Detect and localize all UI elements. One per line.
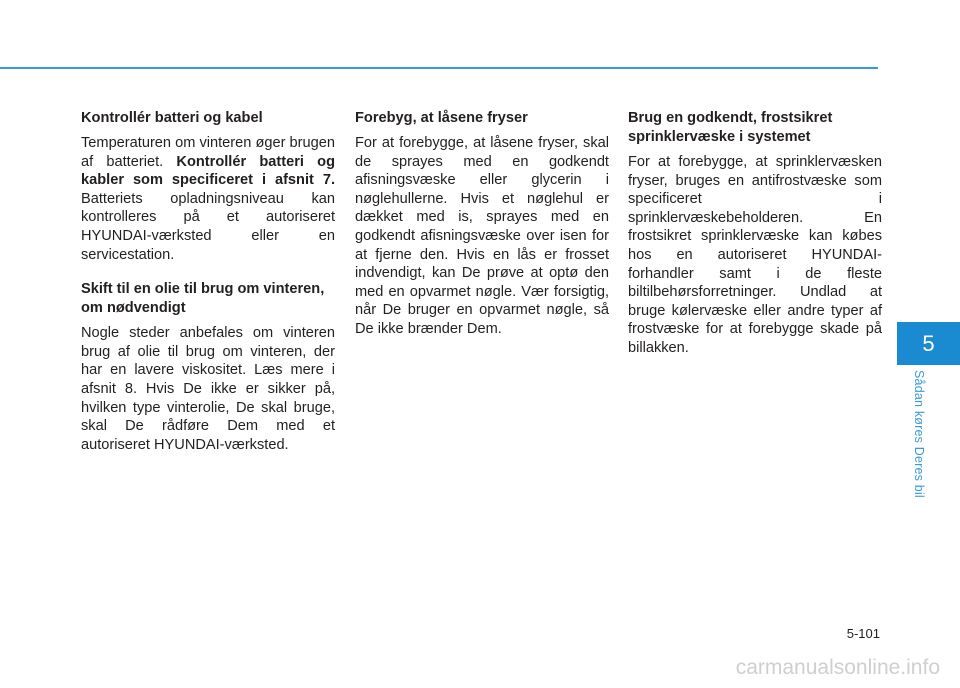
battery-text-1: Temperaturen om vinteren øger brugen af batteriet. bbox=[81, 135, 335, 170]
battery-bold-text: Kontrollér batteri og kabler som specificeret i afsnit 7. bbox=[81, 153, 335, 189]
locks-heading: Forebyg, at låsene fryser bbox=[355, 110, 528, 126]
washer-fluid-paragraph: For at forebygge, at sprinklervæsken fryser, bruges en antifrostvæske som specificeret i sprinklervæskebeholderen. En frostsikret sprinklervæske kan købes hos en autoriseret HYUNDAI-forhandler samt i de fleste biltilbehørsforretninger. Undlad at bruge kølervæske eller andre typer af frostvæske for at forebygge skade på billakken. bbox=[628, 154, 882, 356]
winter-oil-paragraph: Nogle steder anbefales om vinteren brug af olie til brug om vinteren, der har en lavere viskositet. Læs mere i afsnit 8. Hvis De ikke er sikker på, hvilken type vinterolie, De skal bruge, skal De rådføre Dem med et autoriseret HYUNDAI-værksted. bbox=[81, 325, 335, 453]
page-number: 5-101 bbox=[846, 626, 880, 641]
column-1 bbox=[81, 109, 335, 454]
battery-text-2: Batteriets opladningsniveau kan kontrolleres på et autoriseret HYUNDAI-værksted eller en servicestation. bbox=[81, 190, 335, 263]
header-rule bbox=[0, 67, 878, 69]
section-gap bbox=[81, 264, 335, 280]
column-3 bbox=[628, 109, 882, 358]
chapter-tab: 5 bbox=[897, 322, 960, 365]
washer-fluid-heading: Brug en godkendt, frostsikret sprinklervæske i systemet bbox=[628, 110, 833, 145]
column-2 bbox=[355, 109, 609, 339]
battery-heading: Kontrollér batteri og kabel bbox=[81, 110, 263, 126]
battery-paragraph bbox=[81, 134, 335, 264]
winter-oil-heading: Skift til en olie til brug om vinteren, om nødvendigt bbox=[81, 281, 325, 317]
watermark: carmanualsonline.info bbox=[735, 656, 940, 679]
chapter-title: Sådan køres Deres bil bbox=[912, 370, 926, 498]
locks-paragraph: For at forebygge, at låsene fryser, skal de sprayes med en godkendt afisningsvæske eller glycerin i nøglehullerne. Hvis et nøglehul er dækket med is, sprayes med en godkendt afisningsvæske over isen for at fjerne den. Hvis en lås er frosset indvendigt, kan De prøve at optø den med en opvarmet nøgle. Vær forsigtig, når De bruger en opvarmet nøgle, så De ikke brænder Dem. bbox=[355, 135, 609, 337]
